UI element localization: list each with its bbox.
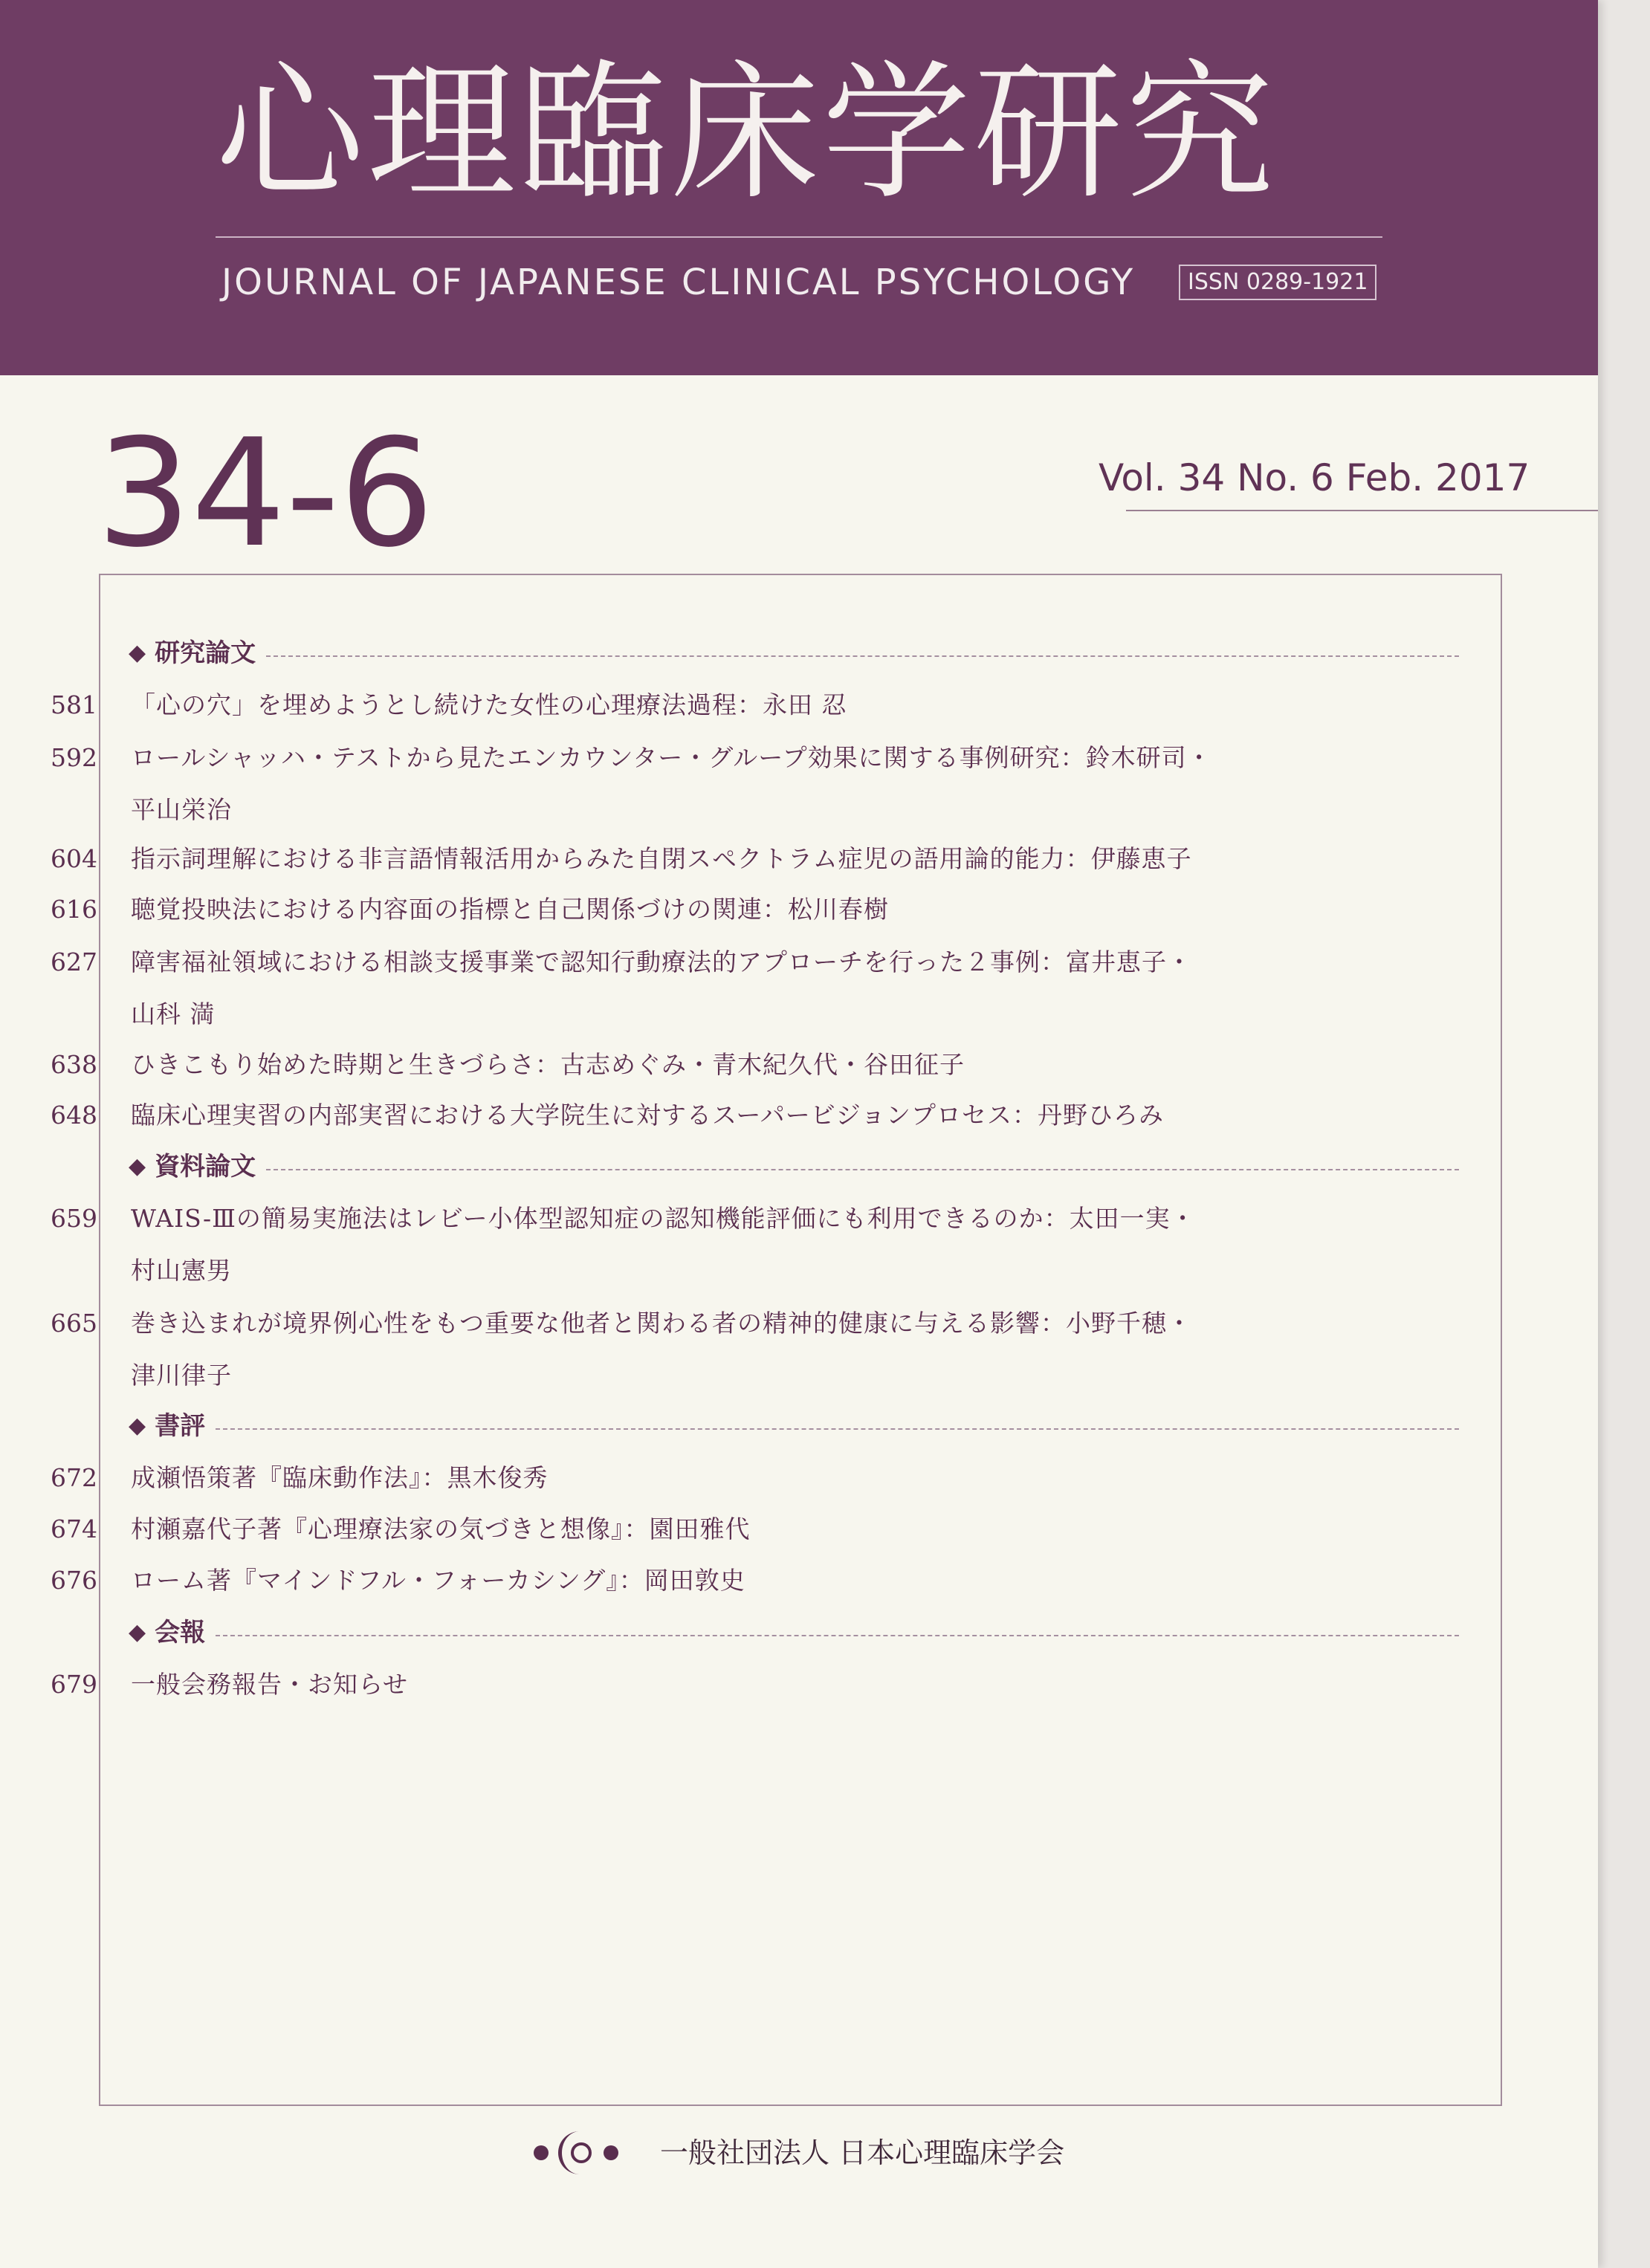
- issue-number: 34-6: [97, 407, 434, 580]
- entry-title: 一般会務報告・お知らせ: [131, 1670, 409, 1699]
- page-number: 665: [51, 1309, 97, 1338]
- page-number: 679: [51, 1670, 97, 1699]
- volume-divider: [1126, 510, 1598, 511]
- diamond-icon: ◆: [129, 1619, 146, 1645]
- entry-title: 巻き込まれが境界例心性をもつ重要な他者と関わる者の精神的健康に与える影響：小野千穂・ 津川律子: [131, 1309, 1192, 1390]
- page-number: 592: [51, 743, 97, 772]
- page-number: 604: [51, 844, 97, 873]
- entry-title: ひきこもり始めた時期と生きづらさ：古志めぐみ・青木紀久代・谷田征子: [131, 1050, 965, 1079]
- diamond-icon: ◆: [129, 1413, 146, 1439]
- page-number: 674: [51, 1514, 97, 1543]
- entry-title: 臨床心理実習の内部実習における大学院生に対するスーパービジョンプロセス：丹野ひろみ: [131, 1101, 1165, 1130]
- journal-title: 心理臨床学研究: [216, 47, 1278, 220]
- page-number: 616: [51, 895, 97, 924]
- volume-line: Vol. 34 No. 6 Feb. 2017: [1099, 456, 1530, 499]
- issn-box: ISSN 0289-1921: [1179, 265, 1376, 300]
- page-number: 676: [51, 1566, 97, 1595]
- diamond-icon: ◆: [129, 640, 146, 666]
- section-heading-reviews: [129, 1407, 1459, 1445]
- page-number: 581: [51, 690, 97, 719]
- diamond-icon: ◆: [129, 1153, 146, 1179]
- page-number: 638: [51, 1050, 97, 1079]
- entry-title: WAIS-Ⅲの簡易実施法はレビー小体型認知症の認知機能評価にも利用できるのか：太田一実・ 村山憲男: [131, 1204, 1196, 1285]
- entry-title: ロールシャッハ・テストから見たエンカウンター・グループ効果に関する事例研究：鈴木研司・ 平山栄治: [131, 743, 1212, 824]
- entry-title: 障害福祉領域における相談支援事業で認知行動療法的アプローチを行った２事例：富井恵子・ 山科 満: [131, 947, 1192, 1028]
- society-logo-icon: [528, 2127, 632, 2179]
- entry-title: 村瀬嘉代子著『心理療法家の気づきと想像』：園田雅代: [131, 1514, 751, 1543]
- page-number: 672: [51, 1463, 97, 1492]
- section-heading-research: [129, 635, 1459, 672]
- entry-title: 聴覚投映法における内容面の指標と自己関係づけの関連：松川春樹: [131, 895, 889, 924]
- page-number: 659: [51, 1204, 97, 1233]
- journal-subtitle: JOURNAL OF JAPANESE CLINICAL PSYCHOLOGY: [221, 262, 1136, 303]
- entry-title: 「心の穴」を埋めようとし続けた女性の心理療法過程：永田 忍: [131, 690, 847, 719]
- entry-title: 成瀬悟策著『臨床動作法』：黒木俊秀: [131, 1463, 549, 1492]
- section-heading-label: 研究論文: [155, 638, 256, 668]
- header-banner: [0, 0, 1598, 375]
- publisher-name: 一般社団法人 日本心理臨床学会: [660, 2136, 1065, 2169]
- dashed-divider: [216, 1635, 1459, 1636]
- section-heading-label: 資料論文: [155, 1152, 256, 1182]
- section-heading-label: 書評: [155, 1411, 206, 1441]
- entry-title: ローム著『マインドフル・フォーカシング』：岡田敦史: [131, 1566, 745, 1595]
- title-divider: [216, 236, 1382, 238]
- dashed-divider: [266, 655, 1459, 657]
- section-heading-label: 会報: [155, 1618, 206, 1647]
- page-number: 627: [51, 947, 97, 976]
- dashed-divider: [266, 1169, 1459, 1170]
- section-heading-bulletin: [129, 1614, 1459, 1651]
- entry-title: 指示詞理解における非言語情報活用からみた自閉スペクトラム症児の語用論的能力：伊藤恵子: [131, 844, 1192, 873]
- page-number: 648: [51, 1101, 97, 1130]
- dashed-divider: [216, 1428, 1459, 1430]
- publisher-footer: [528, 2127, 1064, 2179]
- section-heading-materials: [129, 1148, 1459, 1185]
